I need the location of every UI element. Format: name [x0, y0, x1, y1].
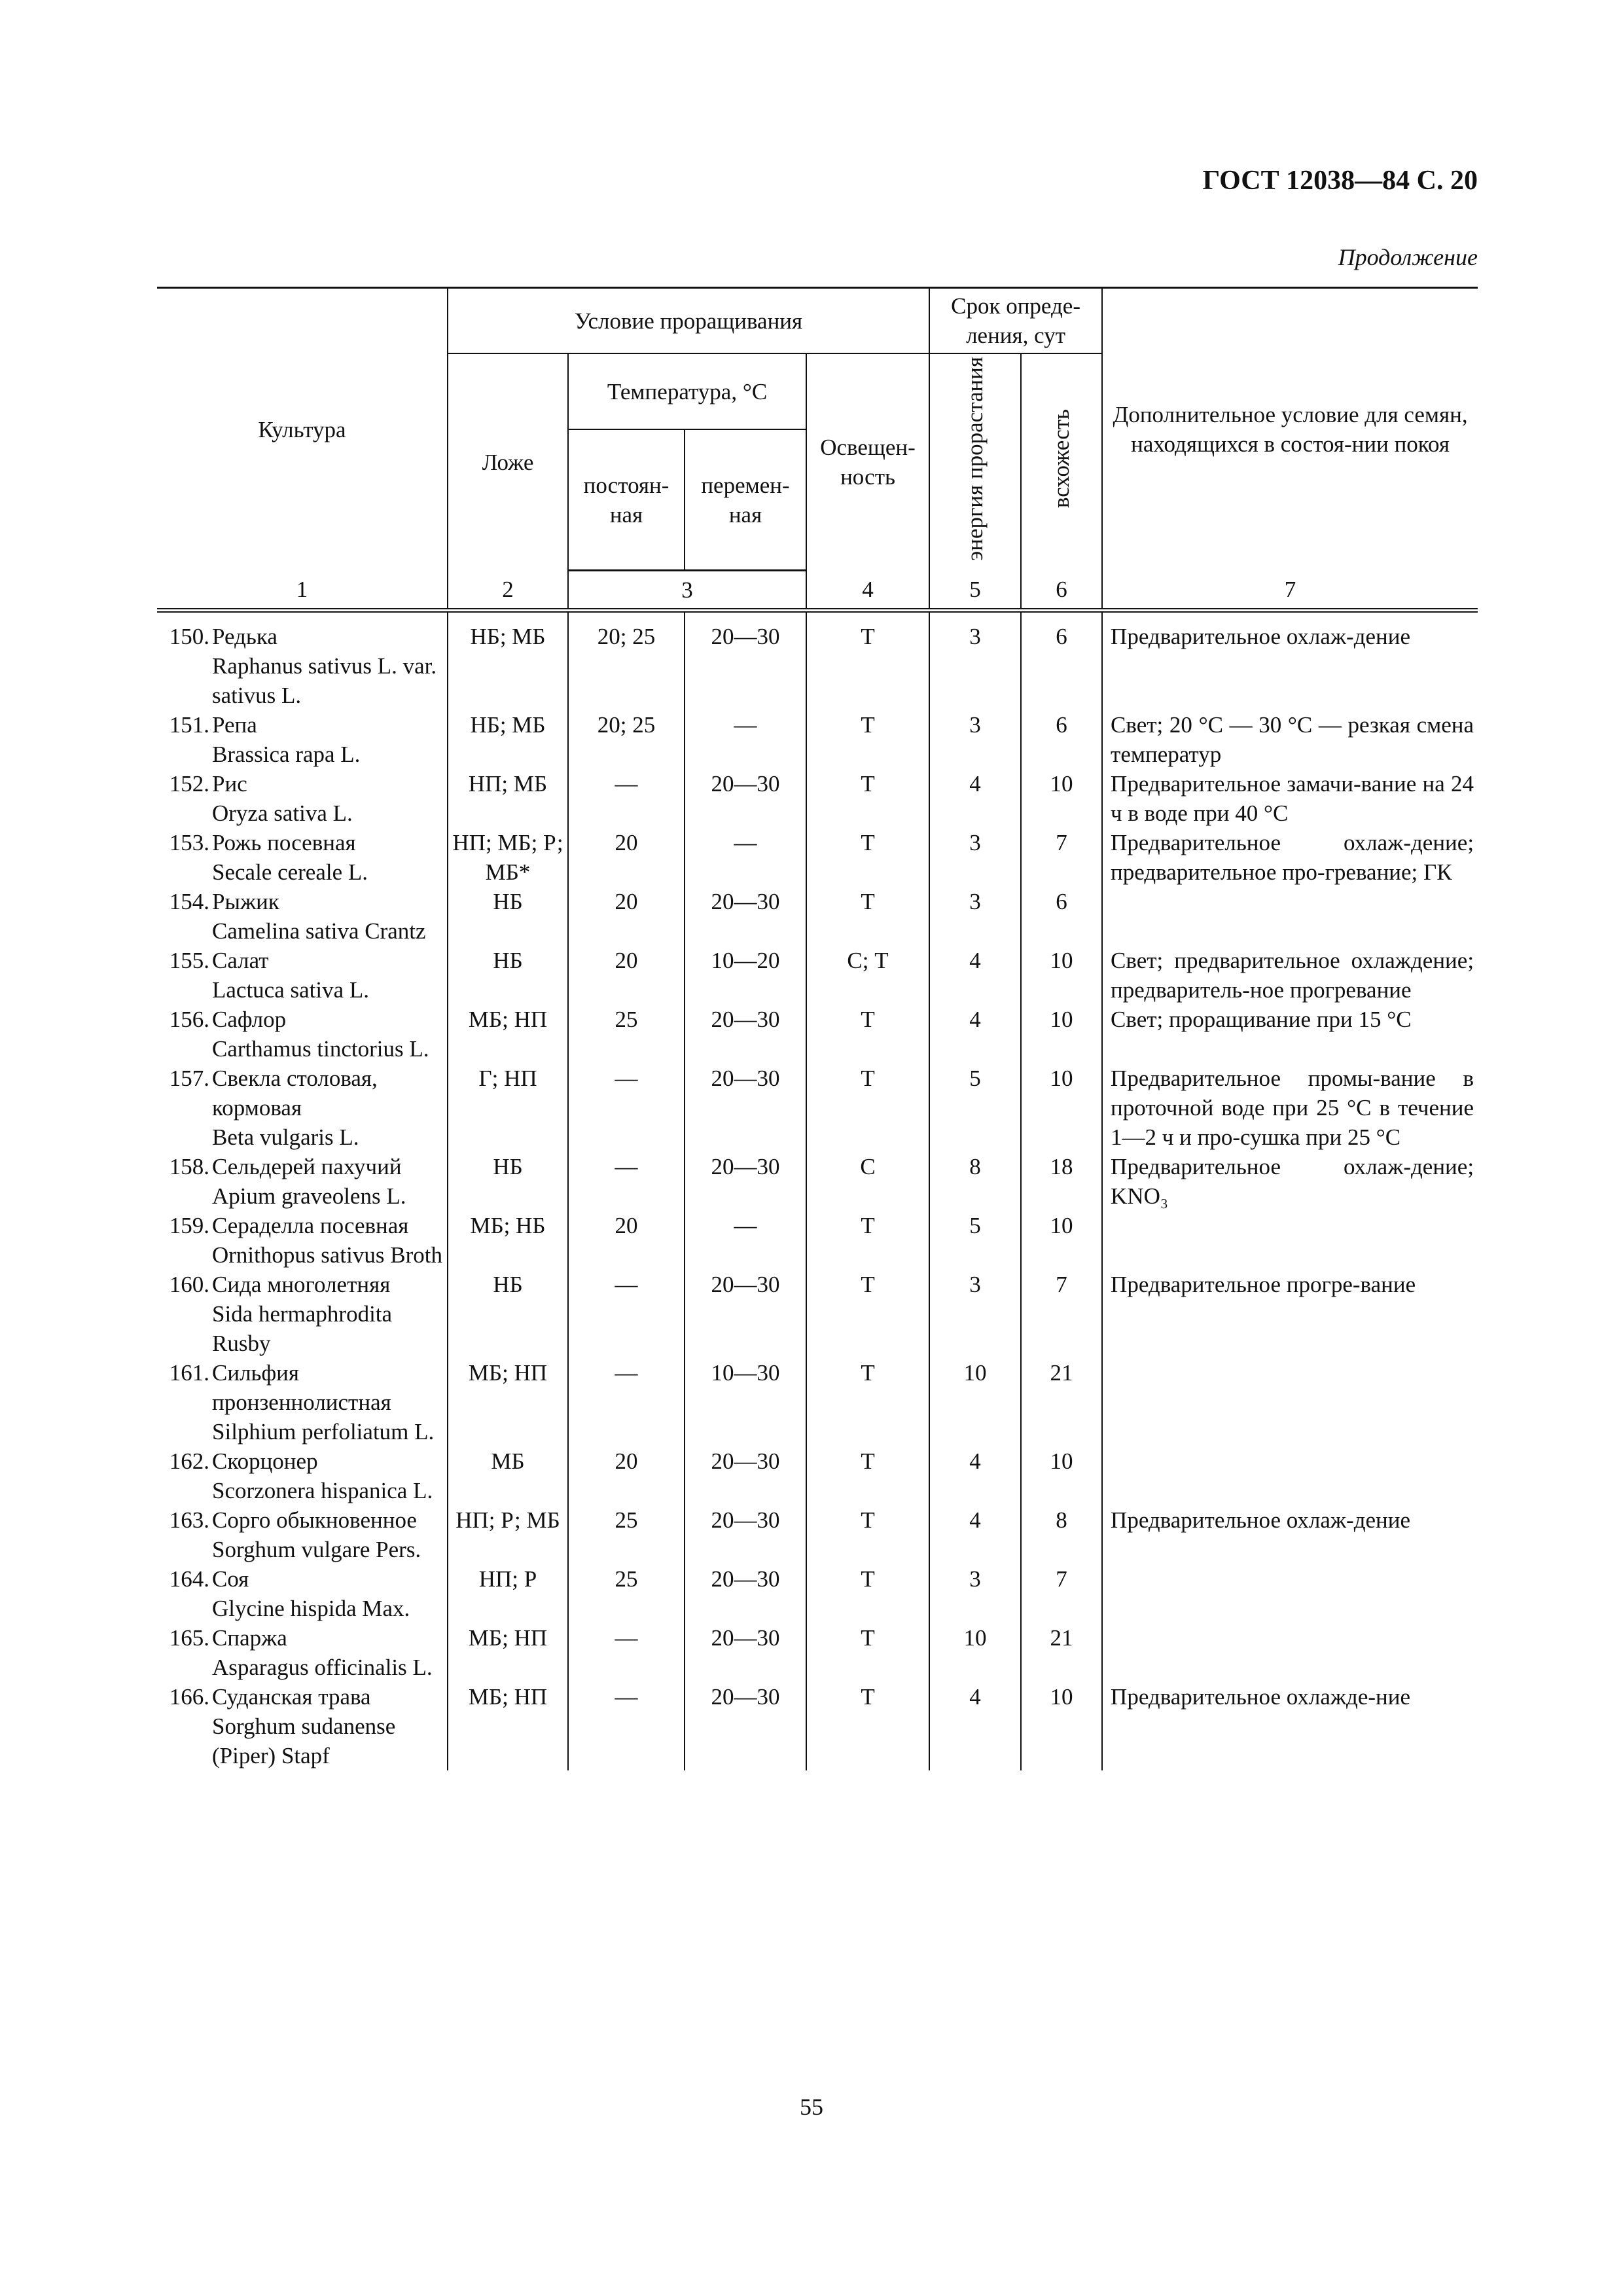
cell-energy: 3: [929, 887, 1021, 946]
cell-energy: 8: [929, 1152, 1021, 1211]
row-number: 162.: [169, 1448, 209, 1475]
cell-temp-variable: —: [685, 828, 806, 887]
latin-name: Raphanus sativus L. var. sativus L.: [212, 653, 437, 709]
row-number: 158.: [169, 1154, 209, 1180]
cell-temp-constant: 20; 25: [568, 710, 685, 769]
cell-extra-condition: [1102, 887, 1478, 946]
table-body: [157, 611, 1478, 1771]
cell-culture: [157, 769, 448, 828]
cell-temp-variable: 20—30: [685, 1682, 806, 1770]
continuation-label: Продолжение: [1338, 244, 1478, 270]
cell-light: Т: [806, 1064, 929, 1152]
culture-name: Суданская трава: [212, 1684, 371, 1710]
cell-bed: МБ; НП: [448, 1005, 568, 1064]
cell-culture: [157, 1682, 448, 1770]
cell-temp-variable: 20—30: [685, 1623, 806, 1682]
cell-energy: 3: [929, 1270, 1021, 1358]
table-row: [157, 1270, 1478, 1358]
col-light: Освещен-ность: [806, 353, 929, 571]
cell-bed: НБ: [448, 946, 568, 1005]
col-number-3: 3: [568, 571, 806, 611]
row-number: 160.: [169, 1272, 209, 1298]
cell-bed: НБ: [448, 1152, 568, 1211]
table-row: [157, 1564, 1478, 1623]
cell-bed: МБ; НБ: [448, 1211, 568, 1270]
cell-temp-variable: 20—30: [685, 1152, 806, 1211]
cell-temp-constant: 20: [568, 1211, 685, 1270]
cell-light: Т: [806, 1564, 929, 1623]
latin-name: Asparagus officinalis L.: [212, 1655, 433, 1681]
cell-energy: 4: [929, 1446, 1021, 1505]
cell-energy: 3: [929, 828, 1021, 887]
col-germination: [1021, 353, 1102, 571]
cell-bed: НП; Р; МБ: [448, 1505, 568, 1564]
col-extra-condition: Дополнительное условие для семян, находящихся в состоя-нии покоя: [1102, 288, 1478, 571]
culture-name: Рожь посевная: [212, 830, 356, 856]
latin-name: Apium graveolens L.: [212, 1183, 406, 1210]
cell-extra-condition: Свет; предварительное охлаждение; предваритель-ное прогревание: [1102, 946, 1478, 1005]
col-number-4: 4: [806, 571, 929, 611]
culture-name: Спаржа: [212, 1625, 287, 1651]
cell-temp-variable: 20—30: [685, 1564, 806, 1623]
col-germination-label: всхожесть: [1048, 409, 1075, 509]
column-number-row: [157, 571, 1478, 611]
cell-germination: 10: [1021, 1064, 1102, 1152]
latin-name: Glycine hispida Max.: [212, 1596, 410, 1622]
cell-germination: 10: [1021, 1682, 1102, 1770]
col-temperature-group: Температура, °С: [568, 353, 806, 429]
cell-extra-condition: [1102, 1623, 1478, 1682]
cell-extra-condition: [1102, 1358, 1478, 1446]
cell-temp-constant: 20: [568, 828, 685, 887]
cell-extra-condition: [1102, 1446, 1478, 1505]
cell-temp-constant: 25: [568, 1564, 685, 1623]
cell-germination: 10: [1021, 1211, 1102, 1270]
cell-extra-condition: Предварительное охлаж-дение; KNO₃: [1102, 1152, 1478, 1211]
col-bed: Ложе: [448, 353, 568, 571]
latin-name: Brassica rapa L.: [212, 742, 361, 768]
row-number: 157.: [169, 1066, 209, 1092]
table-row: [157, 611, 1478, 711]
cell-bed: НБ: [448, 887, 568, 946]
cell-temp-constant: 20: [568, 887, 685, 946]
cell-temp-constant: —: [568, 1064, 685, 1152]
row-number: 165.: [169, 1625, 209, 1651]
col-number-1: 1: [157, 571, 448, 611]
cell-temp-constant: —: [568, 1152, 685, 1211]
table-row: [157, 710, 1478, 769]
culture-name: Сафлор: [212, 1007, 287, 1033]
cell-culture: [157, 946, 448, 1005]
cell-energy: 3: [929, 1564, 1021, 1623]
cell-culture: [157, 1564, 448, 1623]
cell-temp-constant: —: [568, 1358, 685, 1446]
cell-germination: 10: [1021, 1446, 1102, 1505]
cell-temp-variable: 10—20: [685, 946, 806, 1005]
row-number: 151.: [169, 712, 209, 738]
col-temp-constant: постоян-ная: [568, 429, 685, 571]
culture-name: Рыжик: [212, 889, 279, 915]
row-number: 154.: [169, 889, 209, 915]
cell-germination: 21: [1021, 1358, 1102, 1446]
table-row: [157, 1623, 1478, 1682]
cell-germination: 6: [1021, 887, 1102, 946]
culture-name: Сельдерей пахучий: [212, 1154, 402, 1180]
col-energy-label: энергия прорастания: [962, 357, 988, 561]
cell-germination: 10: [1021, 769, 1102, 828]
culture-name: Сорго обыкновенное: [212, 1507, 417, 1534]
cell-extra-condition: Свет; 20 °С — 30 °С — резкая смена температур: [1102, 710, 1478, 769]
latin-name: Secale cereale L.: [212, 859, 368, 886]
cell-light: Т: [806, 1211, 929, 1270]
col-term-group: Срок опреде-ления, сут: [929, 288, 1102, 354]
cell-energy: 4: [929, 1682, 1021, 1770]
row-number: 152.: [169, 771, 209, 797]
cell-germination: 10: [1021, 946, 1102, 1005]
row-number: 161.: [169, 1360, 209, 1386]
table-row: [157, 946, 1478, 1005]
cell-light: Т: [806, 1358, 929, 1446]
cell-extra-condition: Предварительное охлаж-дение: [1102, 611, 1478, 711]
col-number-5: 5: [929, 571, 1021, 611]
cell-culture: [157, 1152, 448, 1211]
cell-light: Т: [806, 1270, 929, 1358]
table-row: [157, 1211, 1478, 1270]
table-row: [157, 1152, 1478, 1211]
table-row: [157, 769, 1478, 828]
cell-culture: [157, 710, 448, 769]
cell-germination: 8: [1021, 1505, 1102, 1564]
culture-name: Салат: [212, 948, 269, 974]
culture-name: Соя: [212, 1566, 249, 1592]
col-energy: [929, 353, 1021, 571]
latin-name: Oryza sativa L.: [212, 800, 353, 827]
cell-germination: 6: [1021, 710, 1102, 769]
row-number: 155.: [169, 948, 209, 974]
table-row: [157, 1064, 1478, 1152]
culture-name: Репа: [212, 712, 257, 738]
col-number-7: 7: [1102, 571, 1478, 611]
cell-extra-condition: [1102, 1564, 1478, 1623]
cell-temp-variable: 20—30: [685, 1446, 806, 1505]
cell-extra-condition: Предварительное замачи-вание на 24 ч в воде при 40 °С: [1102, 769, 1478, 828]
cell-bed: НП; МБ; Р; МБ*: [448, 828, 568, 887]
cell-culture: [157, 828, 448, 887]
cell-light: С: [806, 1152, 929, 1211]
cell-bed: НП; МБ: [448, 769, 568, 828]
cell-germination: 7: [1021, 1270, 1102, 1358]
cell-extra-condition: Свет; проращивание при 15 °С: [1102, 1005, 1478, 1064]
row-number: 156.: [169, 1007, 209, 1033]
document-title: ГОСТ 12038—84 С. 20: [1202, 166, 1478, 196]
cell-temp-constant: —: [568, 1623, 685, 1682]
cell-temp-constant: 25: [568, 1505, 685, 1564]
row-number: 166.: [169, 1684, 209, 1710]
cell-temp-variable: —: [685, 1211, 806, 1270]
cell-bed: Г; НП: [448, 1064, 568, 1152]
cell-temp-variable: 20—30: [685, 1005, 806, 1064]
page-number: 55: [800, 2094, 823, 2120]
culture-name: Сераделла посевная: [212, 1213, 409, 1239]
cell-culture: [157, 1270, 448, 1358]
table-row: [157, 1505, 1478, 1564]
cell-temp-variable: —: [685, 710, 806, 769]
cell-temp-constant: 20: [568, 946, 685, 1005]
table-row: [157, 1358, 1478, 1446]
cell-extra-condition: Предварительное промы-вание в проточной воде при 25 °С в течение 1—2 ч и про-сушка при 25 °С: [1102, 1064, 1478, 1152]
cell-extra-condition: Предварительное охлаж-дение: [1102, 1505, 1478, 1564]
row-number: 159.: [169, 1213, 209, 1239]
table-row: [157, 887, 1478, 946]
table-row: [157, 1446, 1478, 1505]
cell-light: Т: [806, 1623, 929, 1682]
culture-name: Свекла столовая, кормовая: [212, 1066, 378, 1121]
cell-temp-constant: 20: [568, 1446, 685, 1505]
cell-energy: 5: [929, 1211, 1021, 1270]
cell-temp-constant: 20; 25: [568, 611, 685, 711]
cell-culture: [157, 1358, 448, 1446]
col-conditions-group: Условие проращивания: [448, 288, 929, 354]
cell-light: Т: [806, 1682, 929, 1770]
cell-bed: НБ: [448, 1270, 568, 1358]
cell-culture: [157, 1005, 448, 1064]
cell-light: С; Т: [806, 946, 929, 1005]
cell-germination: 7: [1021, 1564, 1102, 1623]
cell-light: Т: [806, 769, 929, 828]
cell-temp-variable: 20—30: [685, 1064, 806, 1152]
table-row: [157, 1682, 1478, 1770]
cell-culture: [157, 611, 448, 711]
cell-energy: 4: [929, 1005, 1021, 1064]
germination-table: [157, 287, 1478, 1770]
latin-name: Sorghum sudanense (Piper) Stapf: [212, 1713, 396, 1769]
latin-name: Camelina sativa Crantz: [212, 918, 426, 944]
cell-temp-constant: —: [568, 1682, 685, 1770]
table-row: [157, 1005, 1478, 1064]
cell-culture: [157, 1623, 448, 1682]
cell-germination: 10: [1021, 1005, 1102, 1064]
cell-temp-variable: 20—30: [685, 887, 806, 946]
cell-light: Т: [806, 710, 929, 769]
cell-germination: 21: [1021, 1623, 1102, 1682]
cell-temp-variable: 20—30: [685, 1270, 806, 1358]
cell-temp-constant: —: [568, 769, 685, 828]
cell-energy: 10: [929, 1358, 1021, 1446]
cell-light: Т: [806, 1005, 929, 1064]
latin-name: Silphium perfoliatum L.: [212, 1419, 435, 1445]
cell-light: Т: [806, 1446, 929, 1505]
cell-light: Т: [806, 828, 929, 887]
cell-temp-constant: —: [568, 1270, 685, 1358]
cell-energy: 4: [929, 1505, 1021, 1564]
culture-name: Сида многолетняя: [212, 1272, 391, 1298]
cell-bed: НП; Р: [448, 1564, 568, 1623]
table-header: [157, 288, 1478, 611]
cell-extra-condition: [1102, 1211, 1478, 1270]
latin-name: Sorghum vulgare Pers.: [212, 1537, 421, 1563]
cell-extra-condition: Предварительное охлаж-дение; предварительное про-гревание; ГК: [1102, 828, 1478, 887]
cell-culture: [157, 1211, 448, 1270]
cell-light: Т: [806, 1505, 929, 1564]
latin-name: Ornithopus sativus Broth: [212, 1242, 442, 1268]
cell-culture: [157, 1446, 448, 1505]
col-number-2: 2: [448, 571, 568, 611]
row-number: 153.: [169, 830, 209, 856]
col-number-6: 6: [1021, 571, 1102, 611]
cell-culture: [157, 887, 448, 946]
culture-name: Скорцонер: [212, 1448, 318, 1475]
cell-temp-variable: 20—30: [685, 611, 806, 711]
culture-name: Редька: [212, 624, 277, 650]
cell-culture: [157, 1064, 448, 1152]
latin-name: Beta vulgaris L.: [212, 1124, 359, 1151]
cell-extra-condition: Предварительное охлажде-ние: [1102, 1682, 1478, 1770]
latin-name: Sida hermaphrodita Rusby: [212, 1301, 393, 1357]
cell-culture: [157, 1505, 448, 1564]
col-culture: Культура: [157, 288, 448, 571]
cell-energy: 3: [929, 710, 1021, 769]
cell-bed: НБ; МБ: [448, 611, 568, 711]
cell-bed: МБ; НП: [448, 1623, 568, 1682]
cell-temp-constant: 25: [568, 1005, 685, 1064]
table-row: [157, 828, 1478, 887]
latin-name: Carthamus tinctorius L.: [212, 1036, 429, 1062]
cell-light: Т: [806, 611, 929, 711]
cell-germination: 18: [1021, 1152, 1102, 1211]
cell-germination: 7: [1021, 828, 1102, 887]
row-number: 164.: [169, 1566, 209, 1592]
row-number: 150.: [169, 624, 209, 650]
cell-energy: 4: [929, 946, 1021, 1005]
cell-energy: 4: [929, 769, 1021, 828]
cell-extra-condition: Предварительное прогре-вание: [1102, 1270, 1478, 1358]
cell-bed: МБ: [448, 1446, 568, 1505]
cell-energy: 5: [929, 1064, 1021, 1152]
cell-energy: 10: [929, 1623, 1021, 1682]
latin-name: Scorzonera hispanica L.: [212, 1478, 433, 1504]
cell-temp-variable: 10—30: [685, 1358, 806, 1446]
cell-bed: МБ; НП: [448, 1682, 568, 1770]
cell-germination: 6: [1021, 611, 1102, 711]
culture-name: Сильфия пронзеннолистная: [212, 1360, 391, 1416]
cell-temp-variable: 20—30: [685, 769, 806, 828]
cell-temp-variable: 20—30: [685, 1505, 806, 1564]
cell-energy: 3: [929, 611, 1021, 711]
row-number: 163.: [169, 1507, 209, 1534]
culture-name: Рис: [212, 771, 247, 797]
latin-name: Lactuca sativa L.: [212, 977, 370, 1003]
cell-light: Т: [806, 887, 929, 946]
cell-bed: НБ; МБ: [448, 710, 568, 769]
col-temp-variable: перемен-ная: [685, 429, 806, 571]
cell-bed: МБ; НП: [448, 1358, 568, 1446]
